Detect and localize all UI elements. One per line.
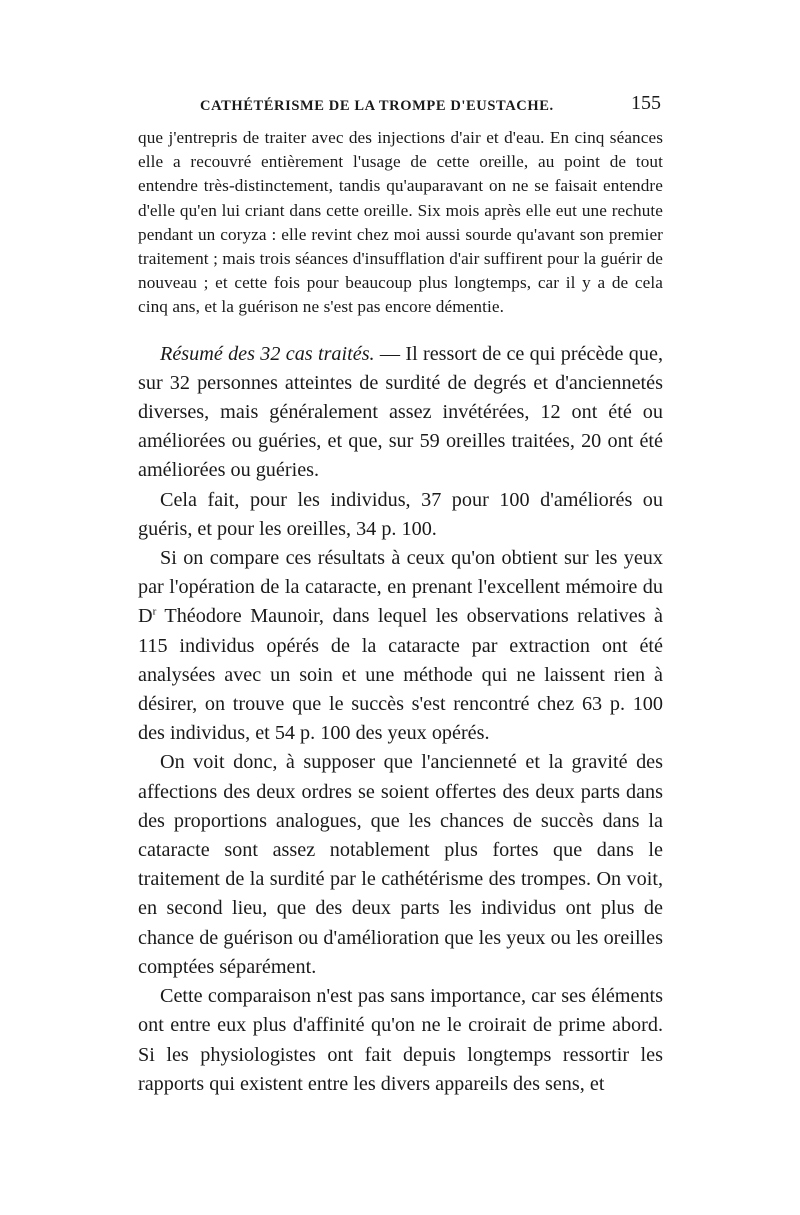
running-title: CATHÉTÉRISME DE LA TROMPE D'EUSTACHE.: [200, 98, 554, 114]
summary-heading: Résumé des 32 cas traités.: [160, 342, 375, 365]
book-page: [138, 92, 663, 1099]
section-gap: [138, 320, 663, 340]
running-header: [138, 92, 663, 126]
cataract-text-before: Si on compare ces résultats à ceux qu'on obtient sur les yeux par l'opération de la cataracte, en prenant l'excellent mémoire du D: [138, 547, 663, 628]
cataract-text-after: Théodore Maunoir, dans lequel les observations relatives à 115 individus opérés de la cataracte par extraction ont été analysées avec un soin et une méthode qui ne laissent rien à désirer, on trouve que le succès s'est rencontré chez 63 p. 100 des individus, et 54 p. 100 des yeux opérés.: [138, 605, 663, 745]
paragraph-percentages: Cela fait, pour les individus, 37 pour 100 d'améliorés ou guéris, et pour les oreilles, 34 p. 100.: [138, 488, 663, 540]
paragraph-conclusion: On voit donc, à supposer que l'ancienneté et la gravité des affections des deux ordres se soient offertes des deux parts dans des proportions analogues, que les chances de succès dans la cataracte sont assez notablement plus fortes que dans le traitement de la surdité par le cathétérisme des trompes. On voit, en second lieu, que des deux parts les individus ont plus de chance de guérison ou d'amélioration que les yeux ou les oreilles comptées séparément.: [138, 751, 663, 978]
paragraph-summary: [138, 340, 663, 486]
summary-text: — Il ressort de ce qui précède que, sur 32 personnes atteintes de surdité de degrés et d'anciennetés diverses, mais généralement assez invétérées, 12 ont été ou améliorées ou guéries, et que, sur 59 oreilles traitées, 20 ont été améliorées ou guéries.: [138, 342, 663, 482]
paragraph-cataract-comparison: [138, 544, 663, 748]
page-number: 155: [631, 92, 661, 114]
doctor-superscript: r: [152, 605, 157, 618]
paragraph-case-continuation: que j'entrepris de traiter avec des injections d'air et d'eau. En cinq séances elle a recouvré entièrement l'usage de cette oreille, au point de tout entendre très-distinctement, tandis qu'auparavant on ne se faisait entendre d'elle qu'en lui criant dans cette oreille. Six mois après elle eut une rechute pendant un coryza : elle revint chez moi aussi sourde qu'avant son premier traitement ; mais trois séances d'insufflation d'air suffirent pour la guérir de nouveau ; et cette fois pour beaucoup plus longtemps, car il y a de cela cinq ans, et la guérison ne s'est pas encore démentie.: [138, 128, 663, 317]
paragraph-importance: Cette comparaison n'est pas sans importance, car ses éléments ont entre eux plus d'affinité qu'on ne le croirait de prime abord. Si les physiologistes ont fait depuis longtemps ressortir les rapports qui existent entre les divers appareils des sens, et: [138, 985, 663, 1095]
